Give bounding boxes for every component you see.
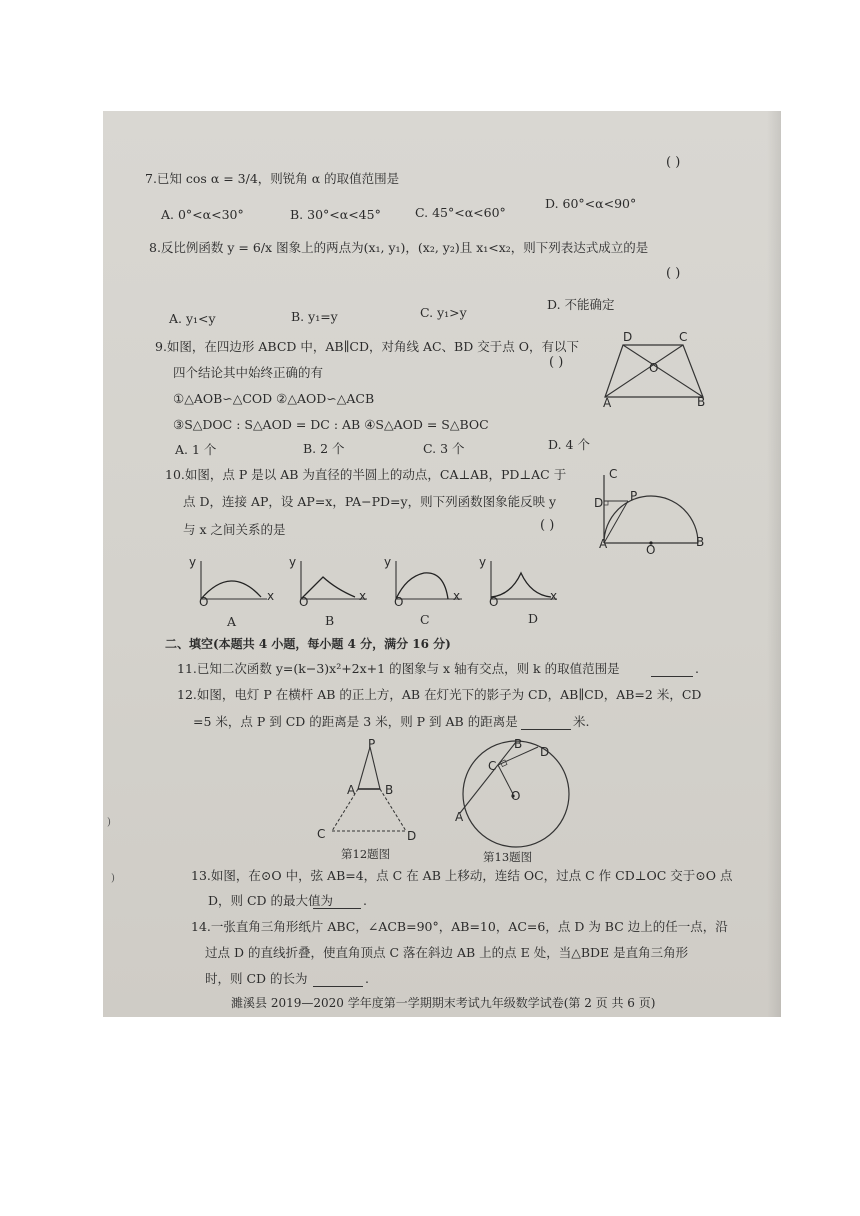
q10-graph-b-y-label: y [289, 555, 297, 569]
margin-mark-1: ) [107, 817, 111, 828]
q13-line1: 13.如图，在⊙O 中，弦 AB=4，点 C 在 AB 上移动，连结 OC，过点 C 作 CD⊥OC 交于⊙O 点 [191, 868, 733, 883]
q12-figure-caption: 第12题图 [341, 847, 391, 861]
q9-answer-paren: ( ) [549, 355, 564, 370]
q10-label-p: P [630, 489, 638, 503]
q9-label-c: C [679, 330, 688, 344]
margin-mark-2: ) [111, 873, 115, 884]
q10-graph-c-label: C [420, 612, 430, 627]
q10-graph-c-x-label: x [453, 589, 461, 603]
q10-graph-b-origin: O [299, 595, 309, 609]
q10-graph-b-x-label: x [359, 589, 367, 603]
q7-option-c: C. 45°<α<60° [415, 205, 506, 220]
q13-line2: D，则 CD 的最大值为 [208, 893, 334, 908]
q9-line2: 四个结论其中始终正确的有 [173, 365, 324, 380]
q13-label-d: D [540, 745, 550, 759]
q9-label-b: B [697, 395, 706, 409]
q13-figure-caption: 第13题图 [483, 850, 533, 864]
q9-line3: ①△AOB∽△COD ②△AOD∽△ACB [173, 391, 375, 406]
q10-graph-b-label: B [325, 613, 335, 628]
q10-line1: 10.如图，点 P 是以 AB 为直径的半圆上的动点，CA⊥AB，PD⊥AC 于 [165, 467, 567, 482]
q10-graph-a-origin: O [199, 595, 209, 609]
exam-page-photo [103, 111, 781, 1017]
q12-label-b: B [385, 783, 394, 797]
q12-line1: 12.如图，电灯 P 在横杆 AB 的正上方，AB 在灯光下的影子为 CD，AB∥CD，AB=2 米，CD [177, 687, 702, 702]
q10-label-a: A [599, 537, 608, 551]
q12-unit: 米. [573, 714, 590, 729]
page-footer: 濉溪县 2019—2020 学年度第一学期期末考试九年级数学试卷(第 2 页 共 6 页) [231, 996, 656, 1010]
q10-line3: 与 x 之间关系的是 [183, 522, 286, 537]
q10-label-b: B [696, 535, 705, 549]
q13-label-a: A [455, 810, 464, 824]
q12-label-c: C [317, 827, 326, 841]
q14-end: . [365, 971, 369, 986]
q10-label-o: O [646, 543, 656, 557]
q12-lamp-shadow-figure [318, 743, 418, 843]
q8-option-c: C. y₁>y [420, 305, 467, 320]
q7-answer-paren: ( ) [666, 155, 681, 170]
q8-answer-paren: ( ) [666, 266, 681, 281]
q12-label-a: A [347, 783, 356, 797]
q9-line4: ③S△DOC : S△AOD = DC : AB ④S△AOD = S△BOC [173, 417, 489, 432]
q14-answer-blank [313, 985, 363, 987]
section-2-title: 二、填空(本题共 4 小题，每小题 4 分，满分 16 分) [165, 637, 451, 651]
q10-label-d: D [594, 496, 604, 510]
q9-option-b: B. 2 个 [303, 441, 345, 456]
q14-line1: 14.一张直角三角形纸片 ABC，∠ACB=90°，AB=10，AC=6，点 D 为 BC 边上的任一点，沿 [191, 919, 728, 934]
q7-option-b: B. 30°<α<45° [290, 207, 381, 222]
q12-line2: =5 米，点 P 到 CD 的距离是 3 米，则 P 到 AB 的距离是 [193, 714, 518, 729]
q10-graph-d-origin: O [489, 595, 499, 609]
q10-answer-paren: ( ) [540, 518, 555, 533]
q8-option-a: A. y₁<y [169, 311, 216, 326]
q14-line3: 时，则 CD 的长为 [205, 971, 308, 986]
q10-graph-c-origin: O [394, 595, 404, 609]
q13-label-o: O [511, 789, 521, 803]
q13-label-b: B [514, 737, 523, 751]
q10-graph-d-label: D [528, 611, 539, 626]
q7-option-a: A. 0°<α<30° [161, 207, 244, 222]
q10-graph-a-x-label: x [267, 589, 275, 603]
q8-stem: 8.反比例函数 y = 6/x 图象上的两点为(x₁, y₁)，(x₂, y₂)且 x₁<x₂，则下列表达式成立的是 [149, 240, 649, 255]
q10-graph-d-y-label: y [479, 555, 487, 569]
q11-stem: 11.已知二次函数 y=(k−3)x²+2x+1 的图象与 x 轴有交点，则 k 的取值范围是 [177, 661, 620, 676]
q10-graph-d-x-label: x [550, 589, 558, 603]
q14-line2: 过点 D 的直线折叠，使直角顶点 C 落在斜边 AB 上的点 E 处，当△BDE 是直角三角形 [205, 945, 689, 960]
q7-stem: 7.已知 cos α = 3/4，则锐角 α 的取值范围是 [145, 171, 400, 186]
q10-graph-a-y-label: y [189, 555, 197, 569]
q8-option-b: B. y₁=y [291, 309, 338, 324]
q10-line2: 点 D，连接 AP，设 AP=x，PA−PD=y，则下列函数图象能反映 y [183, 494, 557, 509]
q10-label-c: C [609, 467, 618, 481]
q10-graph-c-y-label: y [384, 555, 392, 569]
q8-option-d: D. 不能确定 [547, 297, 615, 312]
q9-line1: 9.如图，在四边形 ABCD 中，AB∥CD，对角线 AC、BD 交于点 O，有以下 [155, 339, 579, 354]
q10-semicircle-figure [598, 471, 708, 551]
q11-answer-blank [651, 675, 693, 677]
q9-label-d: D [623, 330, 633, 344]
q13-answer-blank [313, 907, 361, 909]
q9-label-o: O [649, 361, 659, 375]
q7-option-d: D. 60°<α<90° [545, 196, 637, 211]
q13-label-c: C [488, 759, 497, 773]
q9-label-a: A [603, 396, 612, 410]
q10-graph-a-label: A [227, 614, 237, 629]
q12-answer-blank [521, 728, 571, 730]
q12-label-p: P [368, 737, 376, 751]
q9-option-a: A. 1 个 [175, 442, 217, 457]
q12-label-d: D [407, 829, 417, 843]
q13-end: . [363, 893, 367, 908]
q9-option-c: C. 3 个 [423, 441, 465, 456]
q11-end: . [695, 661, 699, 676]
q9-option-d: D. 4 个 [548, 437, 590, 452]
